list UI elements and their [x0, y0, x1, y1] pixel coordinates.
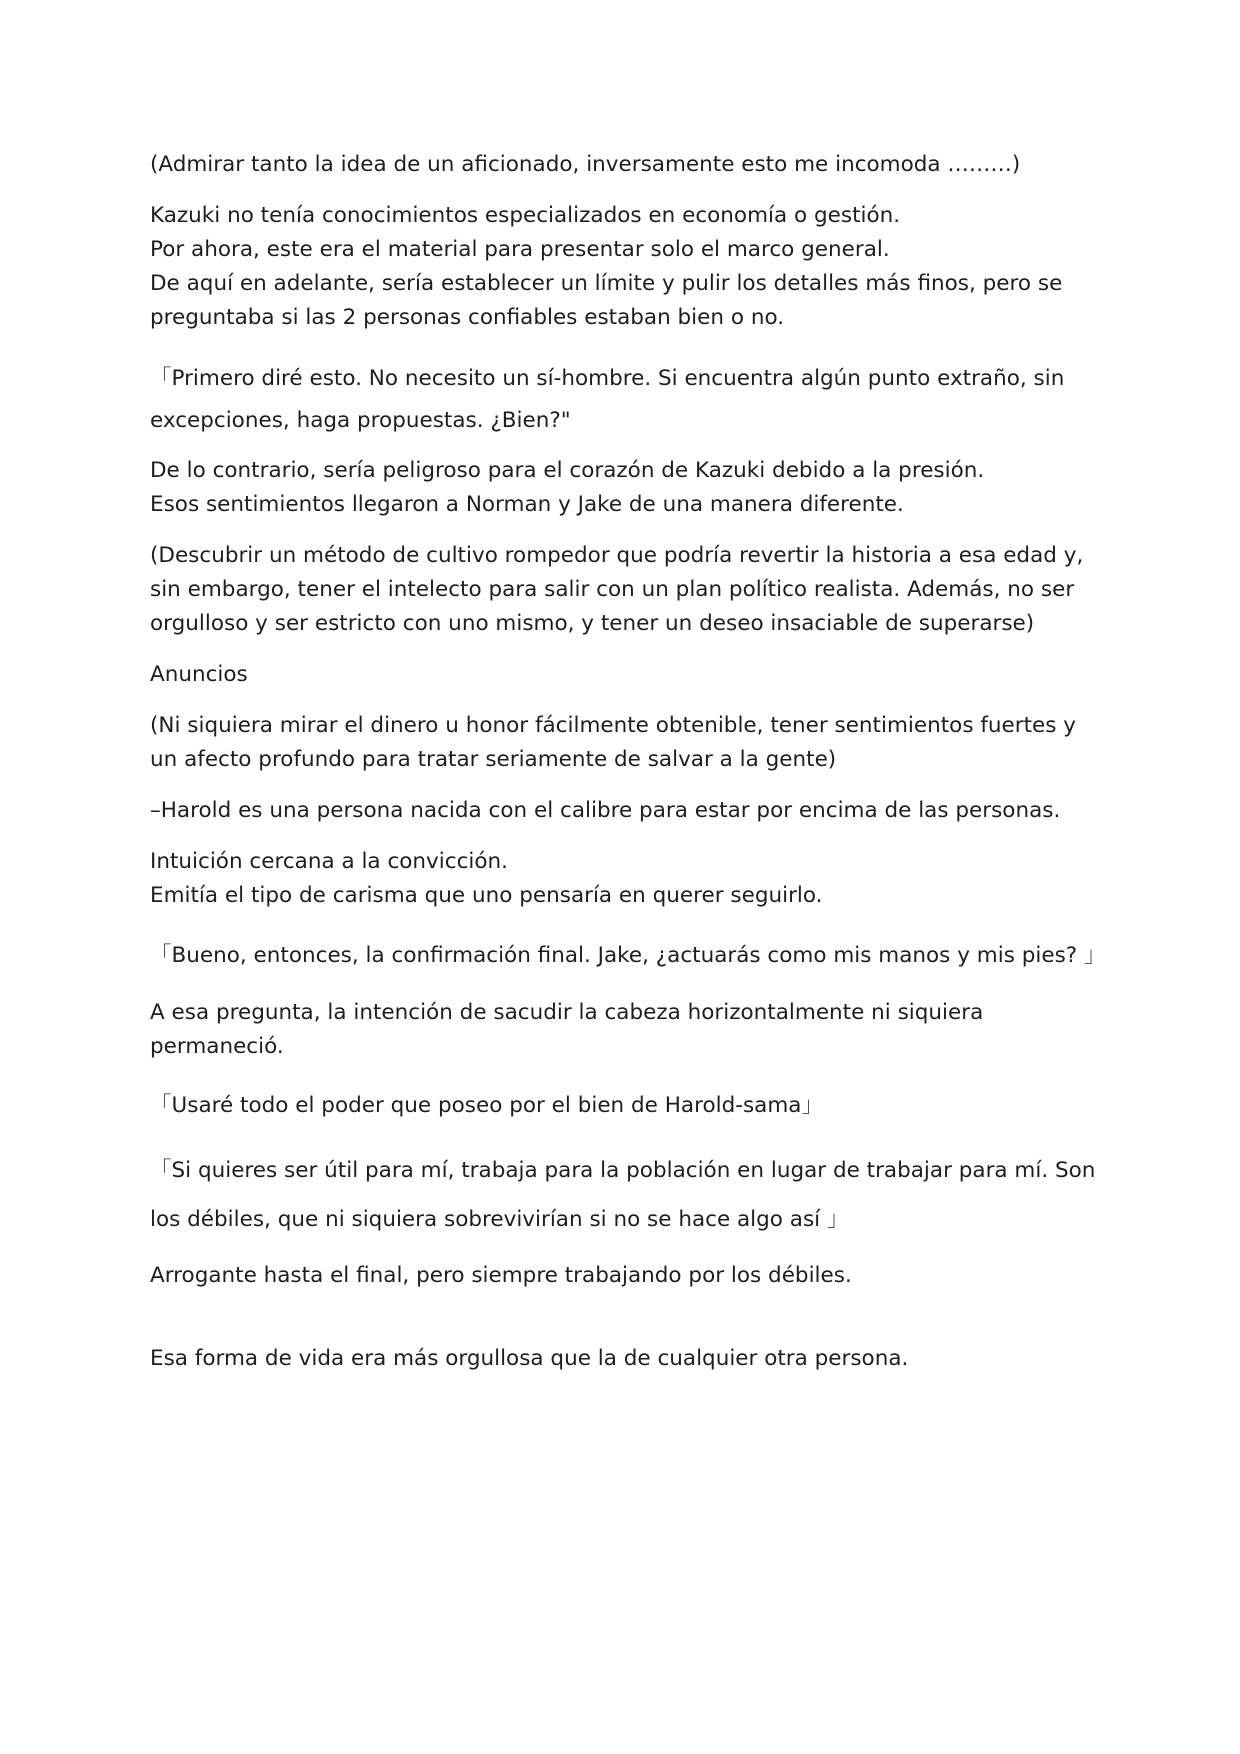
text-line: –Harold es una persona nacida con el calibre para estar por encima de las personas.	[150, 798, 1061, 823]
dialogue-line: 「Primero diré esto. No necesito un sí-hombre. Si encuentra algún punto extraño, sin	[150, 366, 1065, 391]
text-line: Por ahora, este era el material para presentar solo el marco general.	[150, 237, 890, 262]
text-line: De lo contrario, sería peligroso para el corazón de Kazuki debido a la presión.	[150, 458, 985, 483]
text-line: un afecto profundo para tratar seriamente de salvar a la gente)	[150, 747, 837, 772]
text-line: permaneció.	[150, 1034, 284, 1059]
text-line: Intuición cercana a la convicción.	[150, 849, 508, 874]
text-line: orgulloso y ser estricto con uno mismo, y tener un deseo insaciable de superarse)	[150, 611, 1035, 636]
text-line: Arrogante hasta el final, pero siempre trabajando por los débiles.	[150, 1263, 852, 1288]
dialogue-line: 「Usaré todo el poder que poseo por el bien de Harold-sama」	[150, 1093, 823, 1118]
dialogue-line: excepciones, haga propuestas. ¿Bien?"	[150, 408, 571, 433]
text-line: Kazuki no tenía conocimientos especializados en economía o gestión.	[150, 203, 901, 228]
text-line: A esa pregunta, la intención de sacudir la cabeza horizontalmente ni siquiera	[150, 1000, 984, 1025]
text-line: preguntaba si las 2 personas confiables estaban bien o no.	[150, 305, 785, 330]
text-line: Esa forma de vida era más orgullosa que la de cualquier otra persona.	[150, 1346, 909, 1371]
dialogue-line: los débiles, que ni siquiera sobrevivirían si no se hace algo así 」	[150, 1207, 849, 1232]
text-line: (Descubrir un método de cultivo rompedor que podría revertir la historia a esa edad y,	[150, 543, 1084, 568]
ad-label: Anuncios	[150, 662, 248, 687]
dialogue-line: 「Bueno, entonces, la confirmación final. Jake, ¿actuarás como mis manos y mis pies? 」	[150, 943, 1106, 968]
text-line: (Admirar tanto la idea de un aficionado, inversamente esto me incomoda ………)	[150, 152, 1021, 177]
text-line: Emitía el tipo de carisma que uno pensaría en querer seguirlo.	[150, 883, 823, 908]
text-line: De aquí en adelante, sería establecer un límite y pulir los detalles más finos, pero se	[150, 271, 1063, 296]
text-line: (Ni siquiera mirar el dinero u honor fácilmente obtenible, tener sentimientos fuertes y	[150, 713, 1077, 738]
text-line: Esos sentimientos llegaron a Norman y Jake de una manera diferente.	[150, 492, 904, 517]
text-line: sin embargo, tener el intelecto para salir con un plan político realista. Además, no ser	[150, 577, 1075, 602]
dialogue-line: 「Si quieres ser útil para mí, trabaja para la población en lugar de trabajar para mí. Son	[150, 1158, 1096, 1183]
